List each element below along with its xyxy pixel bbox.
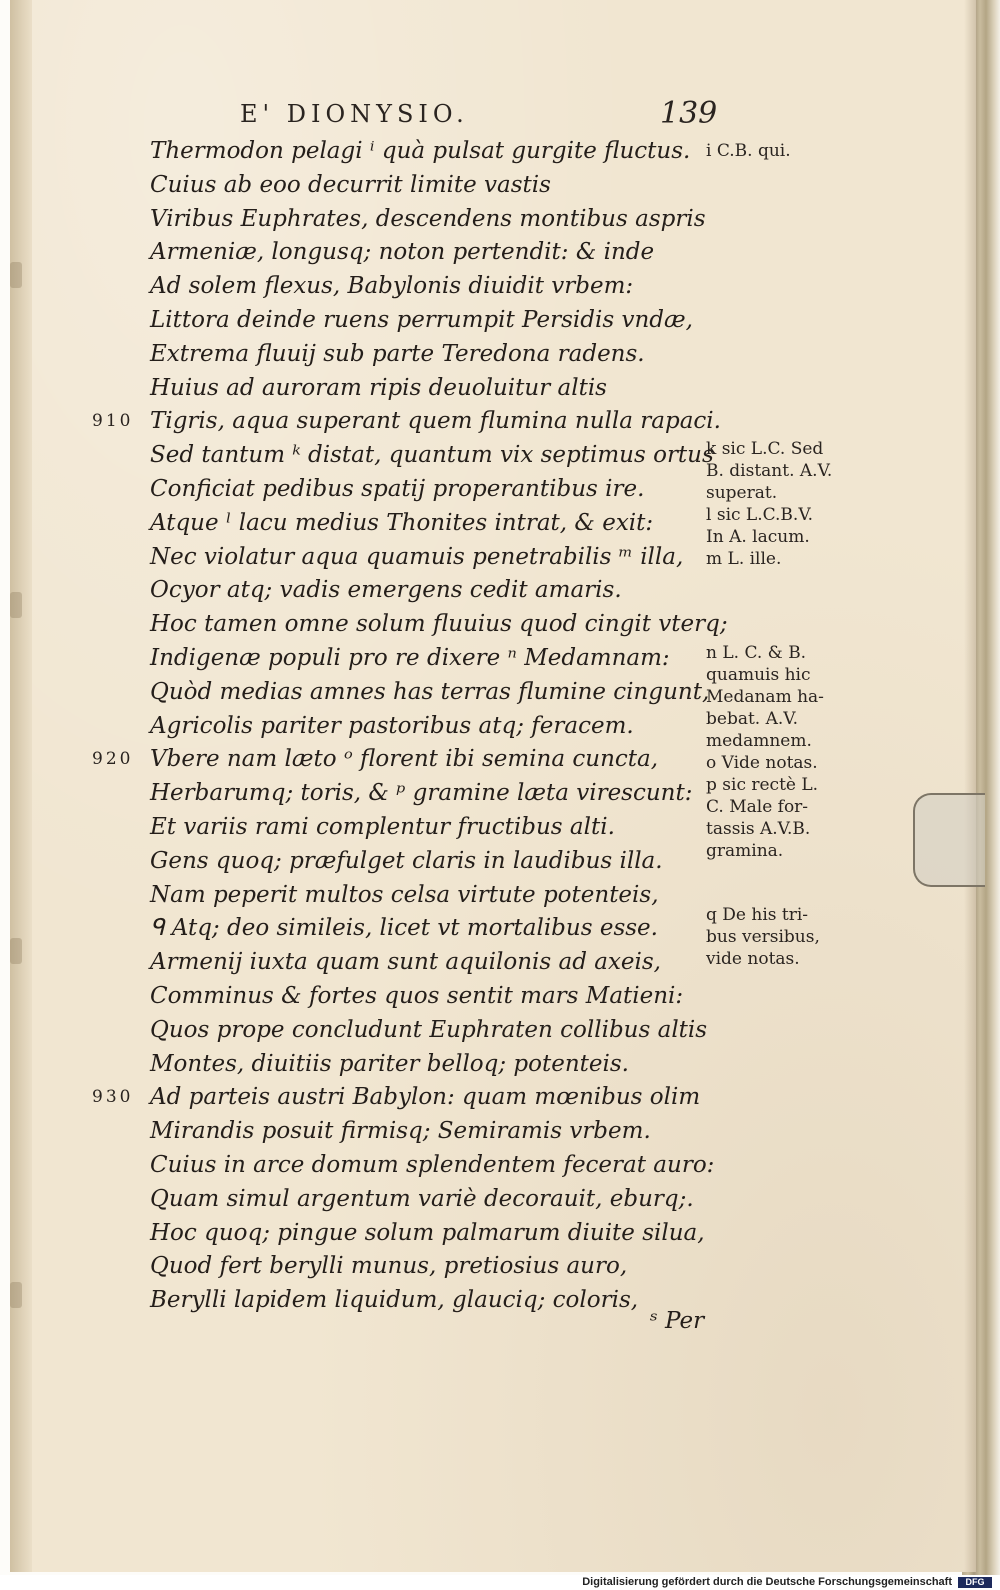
verse-text: Berylli lapidem liquidum, glauciq; coloris, bbox=[150, 1287, 639, 1314]
verse-line bbox=[150, 980, 690, 1014]
verse-line bbox=[150, 1014, 708, 1048]
verse-line bbox=[150, 1115, 690, 1149]
verse-text: Gens quoq; præfulget claris in laudibus illa. bbox=[150, 847, 663, 874]
note-line: tassis A.V.B. bbox=[706, 819, 811, 839]
verse-line bbox=[92, 743, 690, 777]
verse-text: Mirandis posuit firmisq; Semiramis vrbem. bbox=[150, 1118, 651, 1145]
note-line: vide notas. bbox=[706, 949, 800, 969]
verse-text: Et variis rami complentur fructibus alti. bbox=[150, 813, 615, 840]
ink-bleed-mark bbox=[10, 592, 22, 618]
note-line: B. distant. A.V. bbox=[706, 461, 833, 481]
verse-line bbox=[150, 236, 690, 270]
verse-line bbox=[150, 135, 690, 169]
verse-line bbox=[150, 270, 690, 304]
verse-text: Comminus & fortes quos sentit mars Matieni: bbox=[150, 982, 684, 1009]
verse-text: Cuius ab eoo decurrit limite vastis bbox=[150, 171, 551, 198]
verse-text: Nec violatur aqua quamuis penetrabilis ᵐ illa, bbox=[150, 543, 684, 570]
verse-line bbox=[150, 1048, 690, 1082]
verse-line bbox=[150, 811, 690, 845]
verse-text: Sed tantum ᵏ distat, quantum vix septimus ortus bbox=[150, 442, 714, 469]
verse-line bbox=[150, 372, 690, 406]
verse-text: Vbere nam læto ᵒ florent ibi semina cuncta, bbox=[150, 746, 659, 773]
verse-text: Quod fert berylli munus, pretiosius auro, bbox=[150, 1253, 628, 1280]
verse-text: Montes, diuitiis pariter belloq; potenteis. bbox=[150, 1050, 629, 1077]
ink-bleed-mark bbox=[10, 1282, 22, 1308]
verse-line bbox=[150, 777, 693, 811]
note-line: o Vide notas. bbox=[706, 753, 818, 773]
verse-text: Huius ad auroram ripis deuoluitur altis bbox=[150, 374, 607, 401]
verse-line bbox=[92, 405, 721, 439]
verse-line bbox=[150, 912, 690, 946]
verse-text: Conficiat pedibus spatij properantibus ire. bbox=[150, 475, 645, 502]
note-line: n L. C. & B. bbox=[706, 643, 807, 663]
verse-line bbox=[150, 507, 690, 541]
note-line: superat. bbox=[706, 483, 778, 503]
verse-text: Hoc tamen omne solum fluuius quod cingit vterq; bbox=[150, 611, 728, 638]
margin-note-i bbox=[706, 140, 856, 162]
verse-line bbox=[150, 203, 706, 237]
verse-text: Armenij iuxta quam sunt aquilonis ad axeis, bbox=[150, 949, 661, 976]
note-line: k sic L.C. Sed bbox=[706, 439, 824, 459]
verse-text: Nam peperit multos celsa virtute potenteis, bbox=[150, 881, 659, 908]
verse-text: Cuius in arce domum splendentem fecerat auro: bbox=[150, 1151, 715, 1178]
margin-note-q bbox=[706, 904, 856, 970]
verse-text: Herbarumq; toris, & ᵖ gramine læta virescunt: bbox=[150, 780, 693, 807]
note-line: bus versibus, bbox=[706, 927, 820, 947]
verse-line bbox=[150, 1217, 705, 1251]
verse-text: Indigenæ populi pro re dixere ⁿ Medamnam: bbox=[150, 644, 670, 671]
note-line: m L. ille. bbox=[706, 549, 782, 569]
verse-line bbox=[150, 439, 714, 473]
verse-line bbox=[150, 946, 690, 980]
verse-text: ᑫ Atq; deo simileis, licet vt mortalibus esse. bbox=[150, 915, 658, 942]
verse-text: Hoc quoq; pingue solum palmarum diuite silua, bbox=[150, 1219, 705, 1246]
footer-credit: Digitalisierung gefördert durch die Deutsche Forschungsgemeinschaft bbox=[582, 1576, 952, 1588]
verse-text: Extrema fluuij sub parte Teredona radens. bbox=[150, 340, 645, 367]
note-line: i C.B. qui. bbox=[706, 141, 791, 161]
verse-line bbox=[150, 608, 728, 642]
note-line: medamnem. bbox=[706, 731, 812, 751]
verse-text: Thermodon pelagi ⁱ quà pulsat gurgite fluctus. bbox=[150, 138, 691, 164]
page-edge-shadow bbox=[964, 0, 976, 1572]
verse-text: Ad parteis austri Babylon: quam mœnibus olim bbox=[150, 1084, 701, 1111]
catchword: ˢ Per bbox=[650, 1308, 705, 1334]
verse-text: Littora deinde ruens perrumpit Persidis vndæ, bbox=[150, 306, 693, 333]
ink-bleed-mark bbox=[10, 938, 22, 964]
verse-text: Agricolis pariter pastoribus atq; feracem. bbox=[150, 712, 634, 739]
verse-text: Ad solem flexus, Babylonis diuidit vrbem: bbox=[150, 273, 634, 300]
verse-line bbox=[150, 676, 710, 710]
verse-line bbox=[150, 338, 690, 372]
note-line: In A. lacum. bbox=[706, 527, 810, 547]
page-number: 139 bbox=[660, 96, 718, 131]
verse-text: Viribus Euphrates, descendens montibus aspris bbox=[150, 205, 706, 232]
verse-block bbox=[92, 135, 728, 1318]
note-line: gramina. bbox=[706, 841, 784, 861]
verse-text: Atque ˡ lacu medius Thonites intrat, & exit: bbox=[150, 509, 654, 536]
verse-line bbox=[150, 574, 690, 608]
verse-line bbox=[150, 1250, 690, 1284]
verse-text: Tigris, aqua superant quem flumina nulla rapaci. bbox=[150, 408, 721, 435]
verse-line bbox=[150, 845, 690, 879]
dfg-logo: DFG bbox=[958, 1577, 992, 1588]
margin-note-k-l-m bbox=[706, 438, 856, 570]
verse-number: 920 bbox=[92, 749, 134, 770]
note-line: C. Male for- bbox=[706, 797, 809, 817]
verse-text: Quam simul argentum variè decorauit, eburq;. bbox=[150, 1185, 694, 1212]
verse-text: Quòd medias amnes has terras flumine cingunt, bbox=[150, 678, 710, 705]
verse-line bbox=[92, 1081, 701, 1115]
digitization-footer bbox=[0, 1575, 1000, 1590]
verse-line bbox=[150, 169, 690, 203]
verse-number: 910 bbox=[92, 411, 134, 432]
margin-note-n-o-p bbox=[706, 642, 856, 862]
note-line: quamuis hic bbox=[706, 665, 811, 685]
verse-text: Quos prope concludunt Euphraten collibus altis bbox=[150, 1016, 708, 1043]
ink-bleed-mark bbox=[10, 262, 22, 288]
verse-line bbox=[150, 304, 693, 338]
verse-line bbox=[150, 1183, 694, 1217]
page-clip bbox=[913, 793, 985, 887]
page-gutter bbox=[10, 0, 32, 1572]
note-line: l sic L.C.B.V. bbox=[706, 505, 814, 525]
verse-line bbox=[150, 642, 690, 676]
verse-line bbox=[150, 1284, 690, 1318]
running-title: E' DIONYSIO. bbox=[240, 100, 469, 128]
note-line: bebat. A.V. bbox=[706, 709, 798, 729]
verse-line bbox=[150, 473, 690, 507]
verse-text: Ocyor atq; vadis emergens cedit amaris. bbox=[150, 577, 622, 604]
verse-text: Armeniæ, longusq; noton pertendit: & inde bbox=[150, 239, 655, 266]
verse-line bbox=[150, 710, 690, 744]
note-line: p sic rectè L. bbox=[706, 775, 819, 795]
verse-line bbox=[150, 541, 690, 575]
note-line: Medanam ha- bbox=[706, 687, 824, 707]
verse-number: 930 bbox=[92, 1087, 134, 1108]
note-line: q De his tri- bbox=[706, 905, 809, 925]
verse-line bbox=[150, 1149, 715, 1183]
verse-line bbox=[150, 879, 690, 913]
